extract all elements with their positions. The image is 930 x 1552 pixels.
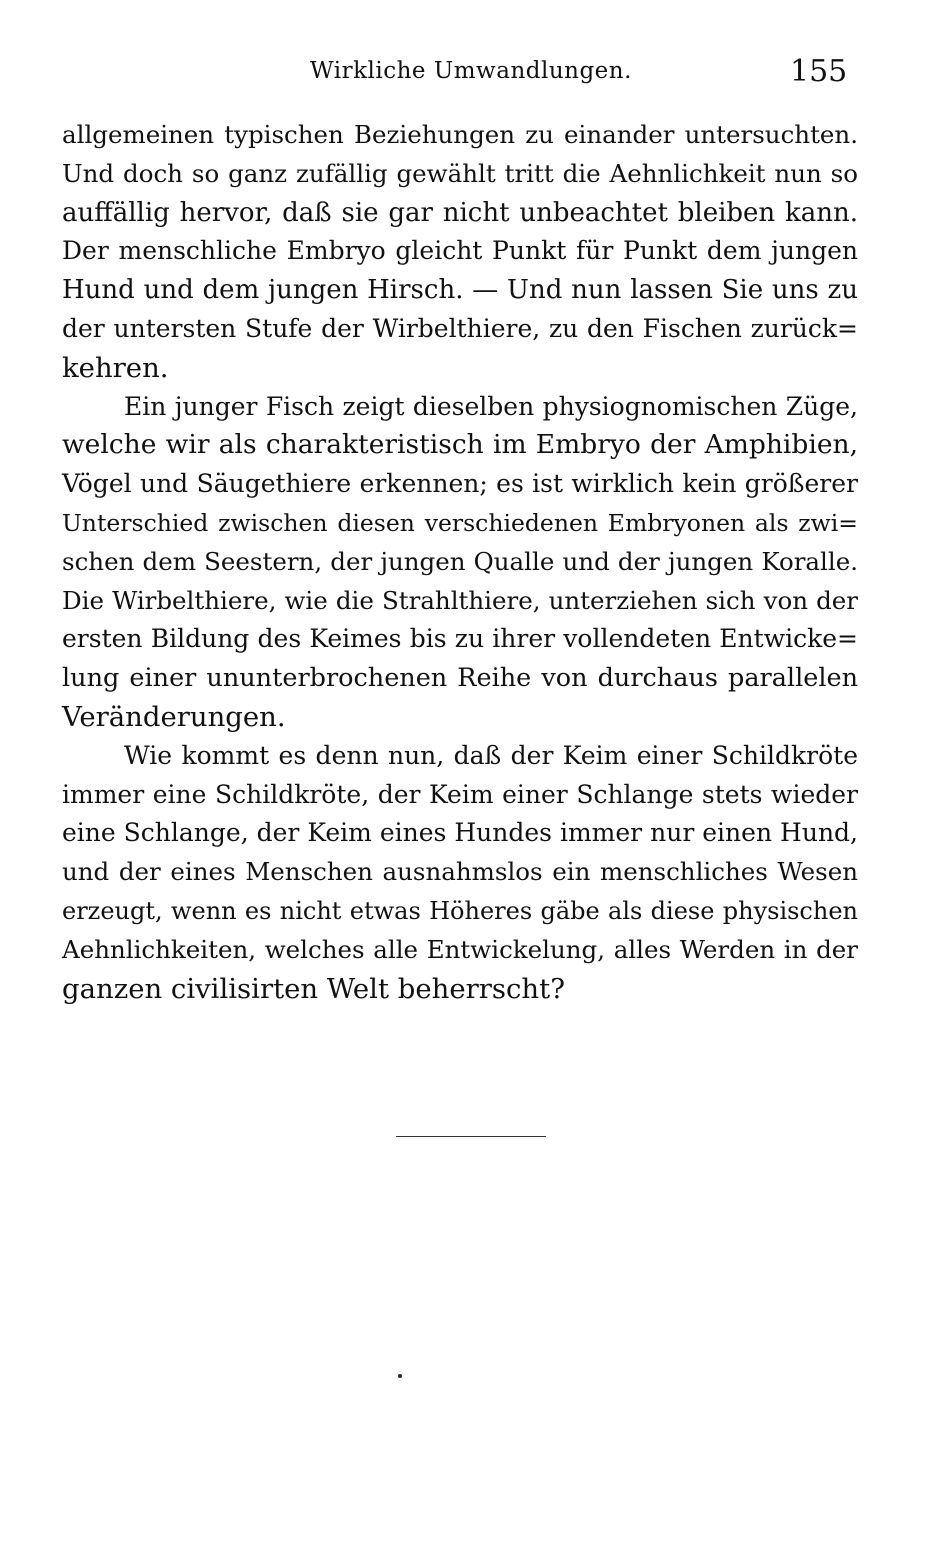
text-line: ersten Bildung des Keimes bis zu ihrer vollendeten Entwicke= [62, 624, 858, 654]
ink-speck [398, 1374, 402, 1378]
text-line: Aehnlichkeiten, welches alle Entwickelung, alles Werden in der [62, 934, 858, 964]
text-line: Vögel und Säugethiere erkennen; es ist wirklich kein größerer [62, 469, 858, 499]
text-line: Ein junger Fisch zeigt dieselben physiognomischen Züge, [124, 391, 858, 421]
text-line: Die Wirbelthiere, wie die Strahlthiere, unterziehen sich von der [62, 585, 858, 615]
closing-rule [396, 1136, 546, 1137]
text-line: welche wir als charakteristisch im Embryo der Amphibien, [62, 429, 858, 461]
text-line: Und doch so ganz zufällig gewählt tritt die Aehnlichkeit nun so [62, 158, 858, 188]
text-line: auffällig hervor, daß sie gar nicht unbeachtet bleiben kann. [62, 197, 858, 228]
text-line: Wie kommt es denn nun, daß der Keim einer Schildkröte [124, 740, 858, 770]
text-line: erzeugt, wenn es nicht etwas Höheres gäbe als diese physischen [62, 896, 858, 925]
running-head [0, 52, 930, 96]
text-line: der untersten Stufe der Wirbelthiere, zu den Fischen zurück= [62, 313, 858, 343]
page-number: 155 [790, 54, 848, 89]
text-line: allgemeinen typischen Beziehungen zu einander untersuchten. [62, 120, 858, 149]
text-line: schen dem Seestern, der jungen Qualle und der jungen Koralle. [62, 546, 858, 576]
text-line: Unterschied zwischen diesen verschiedenen Embryonen als zwi= [62, 508, 858, 537]
paragraph-2 [62, 388, 858, 737]
text-line: Veränderungen. [62, 700, 286, 733]
text-line: Der menschliche Embryo gleicht Punkt für Punkt dem jungen [62, 236, 858, 266]
paragraph-1 [62, 116, 858, 388]
text-line: immer eine Schildkröte, der Keim einer Schlange stets wieder [62, 779, 858, 809]
text-line: kehren. [62, 351, 169, 384]
text-line: lung einer ununterbrochenen Reihe von durchaus parallelen [62, 663, 858, 694]
text-line: eine Schlange, der Keim eines Hundes immer nur einen Hund, [62, 818, 858, 848]
paragraph-3 [62, 737, 858, 1009]
text-line: Hund und dem jungen Hirsch. — Und nun lassen Sie uns zu [62, 275, 858, 306]
body-text [62, 116, 858, 1008]
text-line: ganzen civilisirten Welt beherrscht? [62, 972, 565, 1005]
running-title: Wirkliche Umwandlungen. [310, 58, 632, 84]
text-line: und der eines Menschen ausnahmslos ein menschliches Wesen [62, 857, 858, 887]
